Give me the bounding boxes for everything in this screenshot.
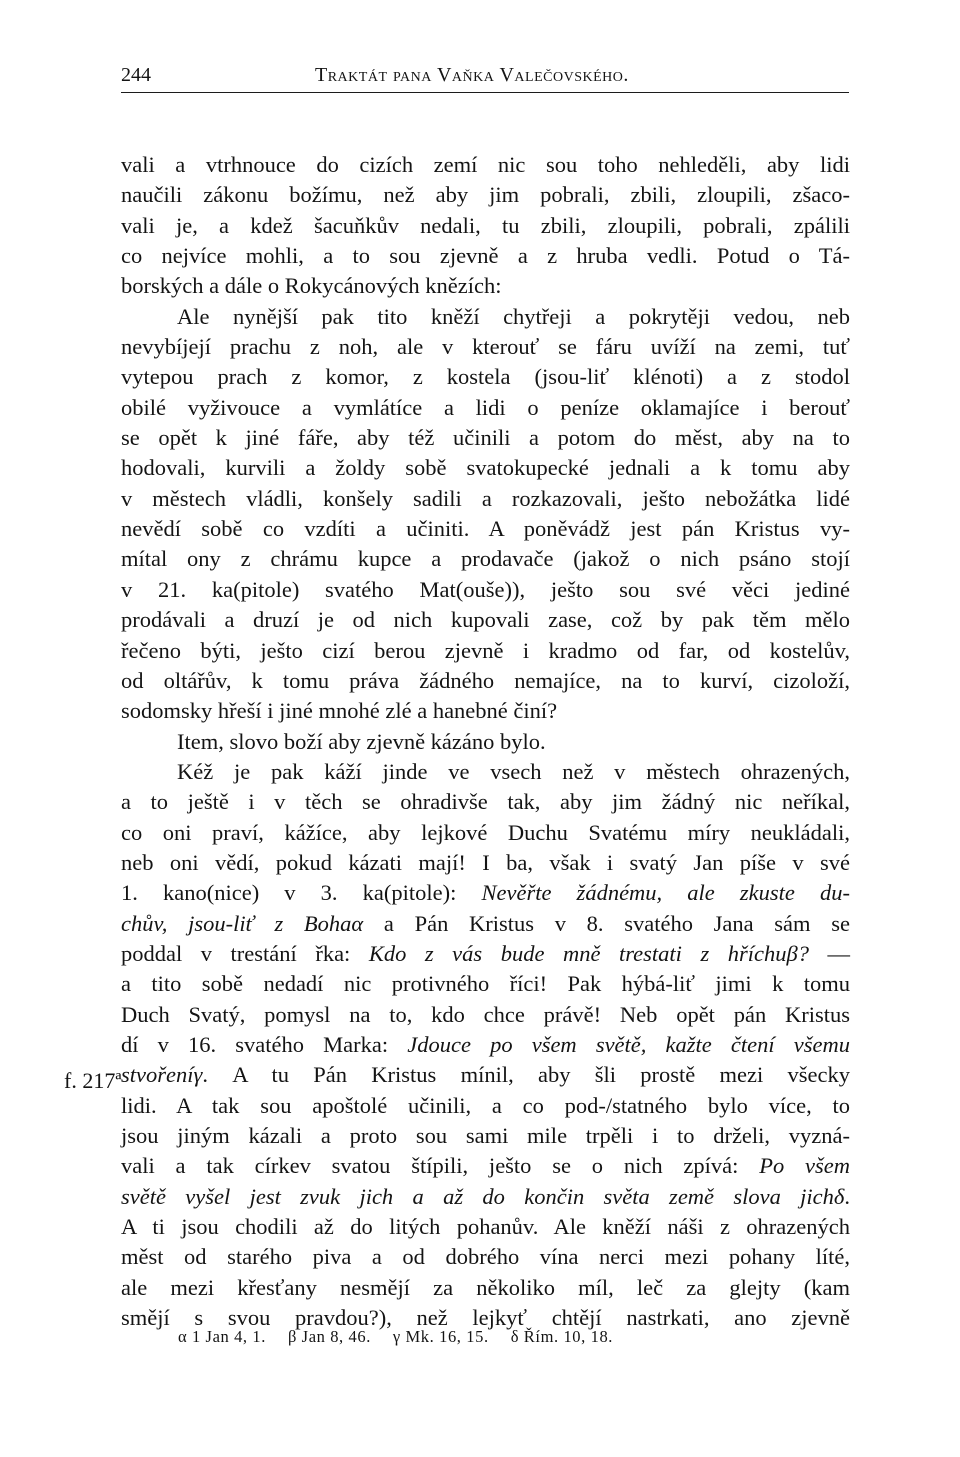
- biblical-quotation: Kdo z vás bude mně trestati z hříchuβ?: [368, 940, 809, 966]
- text-line: Ale nynější pak tito kněží chytřeji a pokrytěji vedou, neb: [177, 303, 850, 329]
- biblical-quotation: chův, jsou-liť z Bohaα: [121, 910, 364, 936]
- text-line: nevybíjejí prachu z noh, ale v kterouť se fáru uvíží na zemi, tuť: [121, 334, 850, 360]
- page-number: 244: [121, 64, 151, 86]
- text-line: v městech vládli, konšely sadili a rozkazovali, ješto nebožátka lidé: [121, 485, 850, 511]
- text-line: vali je, a kdež šacuňkův nedali, tu zbili, zloupili, pobrali, zpálili: [121, 212, 850, 238]
- text-line: smějí s svou pravdou?), než lejkyť chtějí nastrkati, ano zjevně: [121, 1305, 850, 1331]
- text-line: Kéž je pak káží jinde ve vsech než v městech ohrazených,: [177, 758, 850, 784]
- text-line: Duch Svatý, pomysl na to, kdo chce právě! Neb opět pán Kristus: [121, 1001, 850, 1027]
- text-line: chův, jsou-liť z Bohaα a Pán Kristus v 8. svatého Jana sám se: [121, 910, 850, 936]
- text-line: řečeno býti, ješto cizí berou zjevně i kradmo od far, od kostelův,: [121, 637, 850, 663]
- text-line: vali a vtrhnouce do cizích zemí nic sou toho nehleděli, aby lidi: [121, 152, 850, 177]
- footnote: δ Řím. 10, 18.: [510, 1327, 614, 1346]
- text-line: v 21. ka(pitole) svatého Mat(ouše)), ješto sou své věci jediné: [121, 576, 850, 602]
- text-line: borských a dále o Rokycánových knězích:: [121, 273, 502, 299]
- biblical-quotation: Jdouce po všem světě, kažte čtení všemu: [407, 1031, 850, 1057]
- text-line: Item, slovo boží aby zjevně kázáno bylo.: [177, 728, 546, 754]
- text-line: obilé vyživouce a vymlátíce a lidi o peníze oklamajíce i berouť: [121, 394, 850, 420]
- text-line: hodovali, kurvili a žoldy sobě svatokupecké jednali a k tomu aby: [121, 455, 850, 481]
- text-line: měst od starého piva a od dobrého vína nerci mezi pohany líté,: [121, 1244, 850, 1270]
- text-line: lidi. A tak sou apoštolé učinili, a co pod-/statného bylo více, to: [121, 1092, 850, 1118]
- text-line: ale mezi křesťany nesmějí za několiko míl, leč za glejty (kam: [121, 1274, 850, 1300]
- footnote: α 1 Jan 4, 1.: [178, 1327, 266, 1346]
- running-header: [121, 62, 849, 93]
- text-line: stvořeníγ. A tu Pán Kristus mínil, aby šli prostě mezi všecky: [121, 1062, 850, 1088]
- biblical-quotation: Nevěřte žádnému, ale zkuste du-: [481, 880, 850, 906]
- text-line: poddal v trestání řka: Kdo z vás bude mně trestati z hříchuβ? —: [121, 940, 850, 966]
- text-line: co oni praví, kážíce, aby lejkové Duchu Svatému míry neukládali,: [121, 819, 850, 845]
- text-line: nevědí sobě co vzdíti a učiniti. A poněvádž jest pán Kristus vy-: [121, 516, 850, 542]
- text-line: sodomsky hřeší i jiné mnohé zlé a hanebné činí?: [121, 698, 558, 724]
- text-line: dí v 16. svatého Marka: Jdouce po všem světě, kažte čtení všemu: [121, 1031, 850, 1057]
- text-line: A ti jsou chodili až do litých pohanův. Ale kněží náši z ohrazených: [121, 1214, 850, 1240]
- folio-margin-note: f. 217ª: [64, 1068, 122, 1093]
- text-line: jsou jiným kázali a proto sou sami mile trpěli i to drželi, vyzná-: [121, 1123, 850, 1148]
- footnote: γ Mk. 16, 15.: [392, 1327, 489, 1346]
- text-line: prodávali a druzí je od nich kupovali zase, což by pak těm mělo: [121, 607, 850, 633]
- text-line: a tito sobě nedadí nic protivného říci! Pak hýbá-liť jimi k tomu: [121, 971, 850, 997]
- footnote: β Jan 8, 46.: [287, 1327, 371, 1346]
- main-text: [121, 150, 850, 1333]
- text-line: světě vyšel jest zvuk jich a až do končin světa země slova jichδ.: [121, 1183, 850, 1209]
- text-line: a to ještě i v těch se ohradivše tak, aby jim žádný nic neříkal,: [121, 789, 850, 815]
- footnotes: [178, 1327, 635, 1347]
- biblical-quotation: světě vyšel jest zvuk jich a až do končin světa země slova jichδ: [121, 1183, 845, 1209]
- biblical-quotation: stvořeníγ: [121, 1062, 203, 1088]
- text-line: naučili zákonu božímu, než aby jim pobrali, zbili, zloupili, zšaco-: [121, 182, 850, 208]
- text-line: 1. kano(nice) v 3. ka(pitole): Nevěřte žádnému, ale zkuste du-: [121, 880, 850, 906]
- text-line: vytepou prach z komor, z kostela (jsou-liť klénoti) a z stodol: [121, 364, 850, 390]
- text-line: od oltářův, k tomu práva žádného nemajíce, na to kurví, cizoloží,: [121, 667, 850, 693]
- text-line: mítal ony z chrámu kupce a prodavače (jakož o nich psáno stojí: [121, 546, 850, 572]
- biblical-quotation: Po všem: [759, 1153, 850, 1179]
- text-line: se opět k jiné fáře, aby též učinili a potom do měst, aby na to: [121, 425, 850, 451]
- text-line: vali a tak církev svatou štípili, ješto se o nich zpívá: Po všem: [121, 1153, 850, 1179]
- text-line: neb oni vědí, pokud kázati mají! I ba, však i svatý Jan píše v své: [121, 849, 850, 875]
- running-title: Traktát pana Vaňka Valečovského.: [315, 64, 629, 86]
- text-line: co nejvíce mohli, a to sou zjevně a z hruba vedli. Potud o Tá-: [121, 243, 850, 269]
